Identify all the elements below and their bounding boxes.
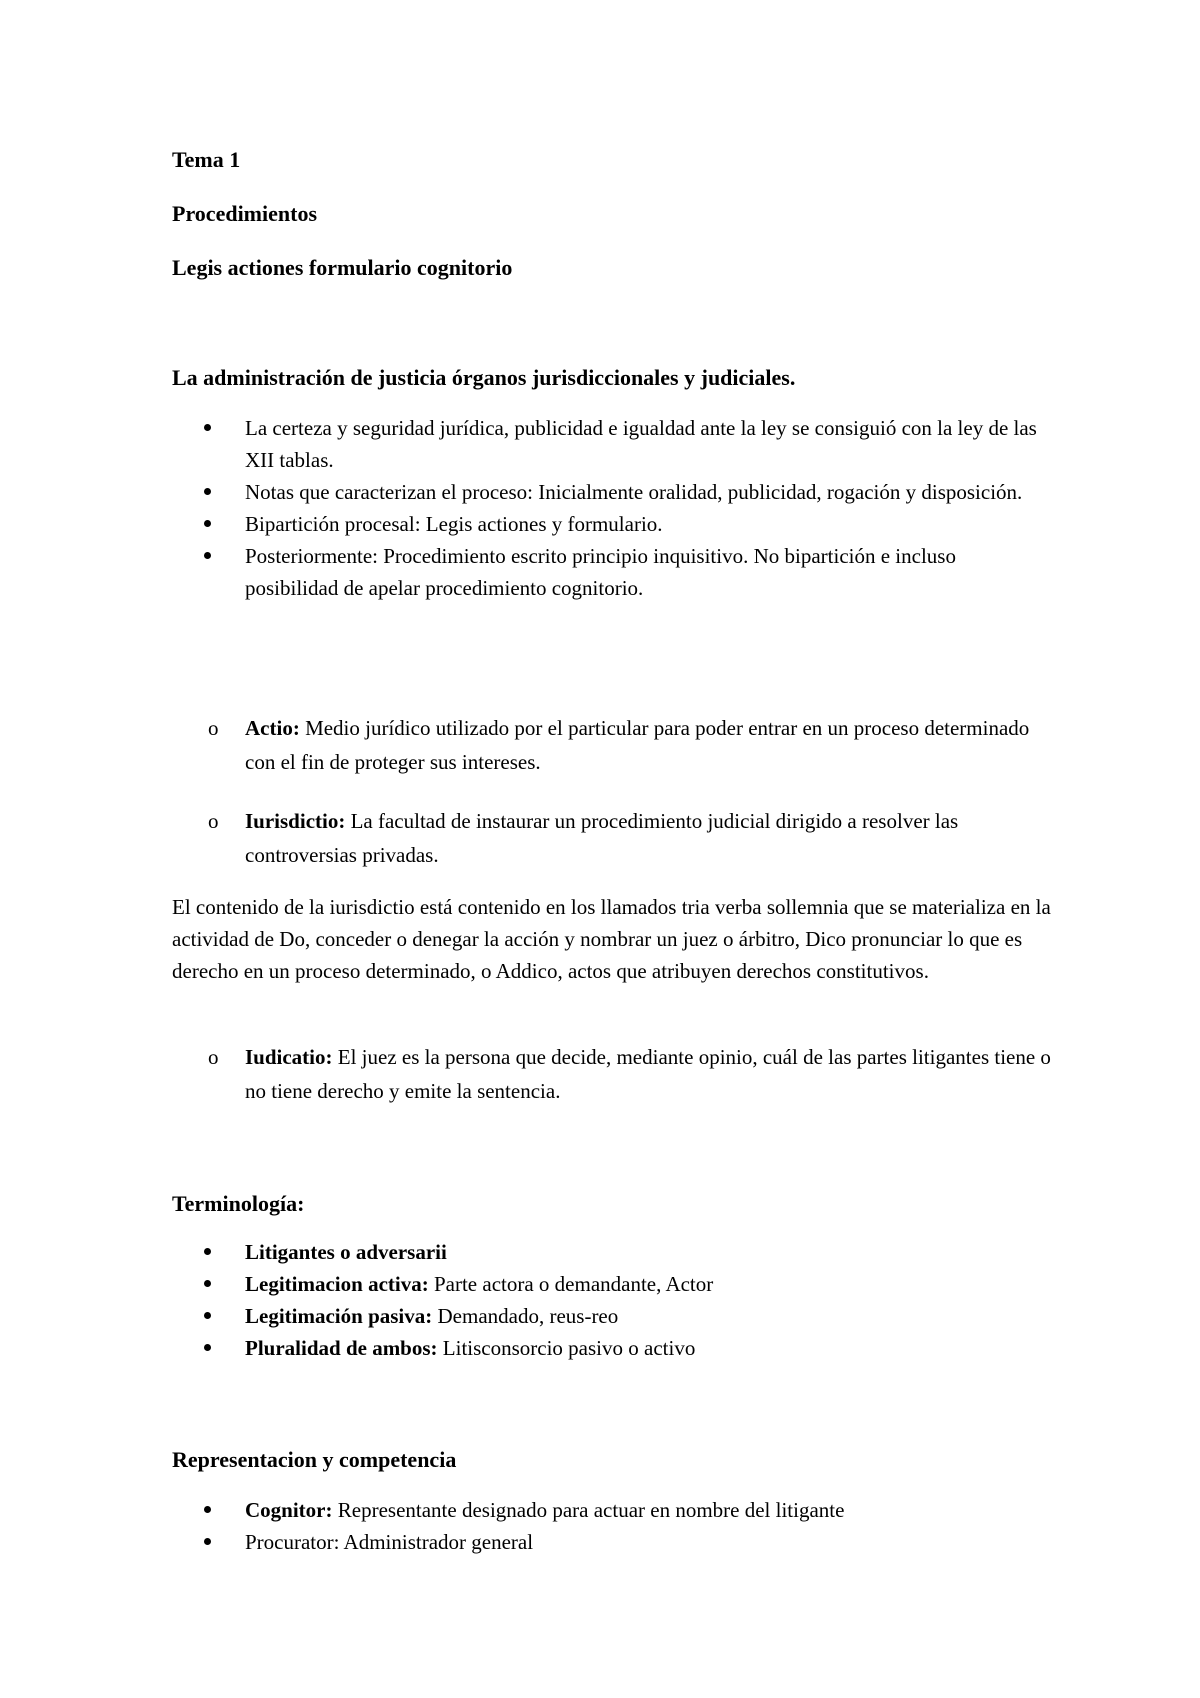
bullet-icon xyxy=(204,1312,211,1319)
list-item: Pluralidad de ambos: Litisconsorcio pasivo o activo xyxy=(172,1332,1052,1364)
list-item: La certeza y seguridad jurídica, publicidad e igualdad ante la ley se consiguió con la ley de las XII tablas. xyxy=(172,412,1052,476)
bullet-icon xyxy=(204,1344,211,1351)
heading-legis: Legis actiones formulario cognitorio xyxy=(172,255,513,280)
list-item: Bipartición procesal: Legis actiones y formulario. xyxy=(172,508,1052,540)
list-item: Notas que caracterizan el proceso: Inicialmente oralidad, publicidad, rogación y disposición. xyxy=(172,476,1052,508)
bullet-icon xyxy=(204,520,211,527)
representacion-list xyxy=(172,1494,1052,1558)
iurisdictio-paragraph: El contenido de la iurisdictio está contenido en los llamados tria verba sollemnia que se materializa en la actividad de Do, conceder o denegar la acción y nombrar un juez o árbitro, Dico pronunciar lo que es derecho en un proceso determinado, o Addico, actos que atribuyen derechos constitutivos. xyxy=(172,895,1051,983)
terminologia-list xyxy=(172,1236,1052,1364)
bullet-icon xyxy=(204,552,211,559)
circle-marker-icon: o xyxy=(208,716,219,740)
circle-marker-icon: o xyxy=(208,1045,219,1069)
list-item: Legitimación pasiva: Demandado, reus-reo xyxy=(172,1300,1052,1332)
bullet-icon xyxy=(204,1248,211,1255)
bullet-icon xyxy=(204,1506,211,1513)
list-item: Cognitor: Representante designado para actuar en nombre del litigante xyxy=(172,1494,1052,1526)
bullet-icon xyxy=(204,424,211,431)
sub-item-iurisdictio: o Iurisdictio: La facultad de instaurar un procedimiento judicial dirigido a resolver las controversias privadas. xyxy=(172,804,1052,872)
heading-procedimientos: Procedimientos xyxy=(172,201,318,226)
list-item: Litigantes o adversarii xyxy=(172,1236,1052,1268)
heading-tema: Tema 1 xyxy=(172,147,241,172)
heading-administracion: La administración de justicia órganos jurisdiccionales y judiciales. xyxy=(172,365,796,390)
circle-marker-icon: o xyxy=(208,809,219,833)
bullet-icon xyxy=(204,1280,211,1287)
admin-bullet-list xyxy=(172,412,1052,604)
list-item: Legitimacion activa: Parte actora o demandante, Actor xyxy=(172,1268,1052,1300)
list-item: Posteriormente: Procedimiento escrito principio inquisitivo. No bipartición e incluso posibilidad de apelar procedimiento cognitorio. xyxy=(172,540,1052,604)
bullet-icon xyxy=(204,1538,211,1545)
sub-item-iudicatio: o Iudicatio: El juez es la persona que decide, mediante opinio, cuál de las partes litigantes tiene o no tiene derecho y emite la sentencia. xyxy=(172,1040,1052,1108)
list-item: Procurator: Administrador general xyxy=(172,1526,1052,1558)
bullet-icon xyxy=(204,488,211,495)
sub-item-actio: o Actio: Medio jurídico utilizado por el particular para poder entrar en un proceso determinado con el fin de proteger sus intereses. xyxy=(172,711,1052,779)
heading-representacion: Representacion y competencia xyxy=(172,1447,457,1472)
heading-terminologia: Terminología: xyxy=(172,1191,305,1216)
